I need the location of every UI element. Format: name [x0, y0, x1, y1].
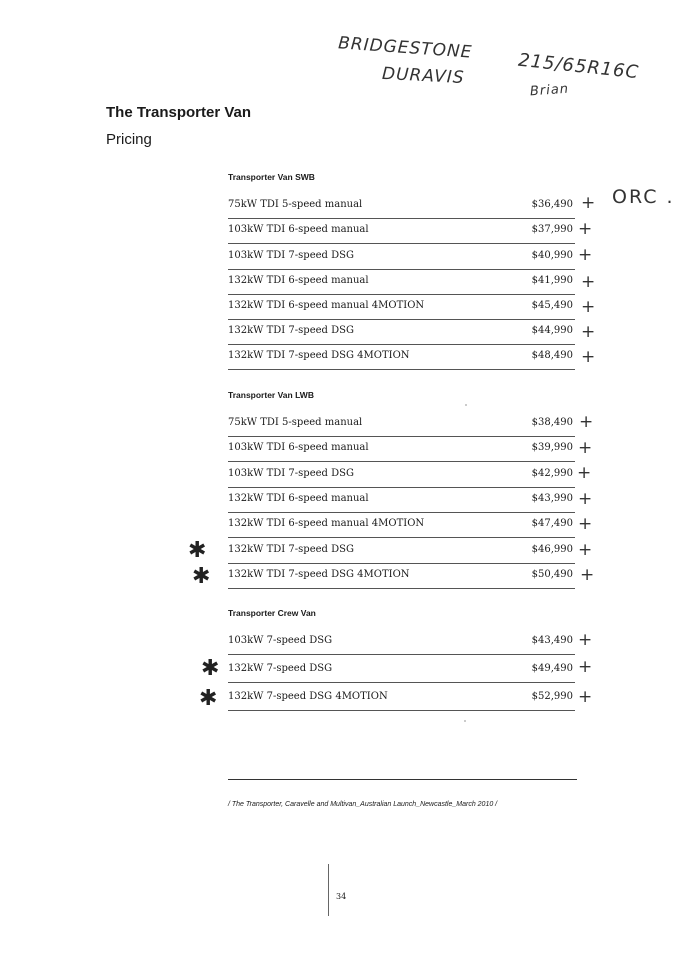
- handwritten-orc: ORC .: [612, 186, 675, 208]
- handwritten-star-mark: ✱: [201, 656, 220, 681]
- row-divider: [228, 563, 575, 564]
- row-label: 75kW TDI 5-speed manual: [228, 199, 363, 210]
- handwritten-plus-mark: +: [579, 412, 594, 432]
- row-divider: [228, 512, 575, 513]
- row-divider: [228, 461, 575, 462]
- row-divider: [228, 294, 575, 295]
- handwritten-plus-mark: +: [581, 193, 596, 213]
- page-number: 34: [336, 892, 347, 901]
- price-row: [228, 659, 575, 683]
- handwritten-plus-mark: +: [581, 322, 596, 342]
- row-label: 132kW TDI 7-speed DSG 4MOTION: [228, 350, 410, 361]
- handwritten-star-mark: ✱: [192, 564, 211, 589]
- price-row: [228, 687, 575, 711]
- handwritten-star-mark: ✱: [188, 538, 207, 563]
- row-divider: [228, 243, 575, 244]
- scan-speck: [464, 720, 466, 722]
- row-price: $36,490: [531, 199, 573, 210]
- price-row: [228, 540, 575, 564]
- handwritten-plus-mark: +: [580, 565, 595, 585]
- row-label: 132kW TDI 6-speed manual 4MOTION: [228, 518, 425, 529]
- price-row: [228, 271, 575, 295]
- row-label: 75kW TDI 5-speed manual: [228, 417, 363, 428]
- handwritten-plus-mark: +: [578, 245, 593, 265]
- row-label: 103kW 7-speed DSG: [228, 635, 333, 646]
- row-divider: [228, 436, 575, 437]
- row-divider: [228, 269, 575, 270]
- row-price: $43,990: [531, 493, 573, 504]
- row-price: $52,990: [531, 691, 573, 702]
- row-divider: [228, 487, 575, 488]
- row-label: 132kW TDI 6-speed manual: [228, 275, 369, 286]
- row-label: 103kW TDI 7-speed DSG: [228, 468, 354, 479]
- row-label: 132kW 7-speed DSG 4MOTION: [228, 691, 388, 702]
- handwritten-plus-mark: +: [581, 347, 596, 367]
- price-row: [228, 514, 575, 538]
- handwritten-plus-mark: +: [578, 489, 593, 509]
- row-label: 103kW TDI 6-speed manual: [228, 442, 369, 453]
- handwritten-plus-mark: +: [578, 514, 593, 534]
- price-row: [228, 321, 575, 345]
- row-price: $50,490: [531, 569, 573, 580]
- price-row: [228, 464, 575, 488]
- row-divider: [228, 319, 575, 320]
- row-divider: [228, 344, 575, 345]
- row-price: $37,990: [531, 224, 573, 235]
- row-price: $43,490: [531, 635, 573, 646]
- row-price: $40,990: [531, 250, 573, 261]
- price-row: [228, 195, 575, 219]
- row-price: $46,990: [531, 544, 573, 555]
- row-price: $41,990: [531, 275, 573, 286]
- handwritten-plus-mark: +: [578, 219, 593, 239]
- scan-speck: [465, 404, 467, 406]
- handwritten-plus-mark: +: [581, 272, 596, 292]
- price-row: [228, 220, 575, 244]
- handwritten-signature: Brian: [529, 81, 570, 100]
- row-label: 132kW 7-speed DSG: [228, 663, 333, 674]
- price-row: [228, 489, 575, 513]
- row-label: 132kW TDI 7-speed DSG: [228, 544, 354, 555]
- handwritten-plus-mark: +: [578, 657, 593, 677]
- section-title-lwb: Transporter Van LWB: [228, 390, 314, 400]
- handwritten-tyre-size: 215/65R16C: [517, 49, 641, 84]
- section-title-crew-van: Transporter Crew Van: [228, 608, 316, 618]
- row-divider: [228, 369, 575, 370]
- price-row: [228, 438, 575, 462]
- footer-text: / The Transporter, Caravelle and Multivan_Australian Launch_Newcastle_March 2010 /: [228, 801, 498, 808]
- row-label: 132kW TDI 7-speed DSG: [228, 325, 354, 336]
- row-price: $49,490: [531, 663, 573, 674]
- handwritten-model: DURAVIS: [381, 63, 466, 89]
- price-row: [228, 346, 575, 370]
- row-price: $44,990: [531, 325, 573, 336]
- row-divider: [228, 682, 575, 683]
- row-price: $48,490: [531, 350, 573, 361]
- row-label: 132kW TDI 7-speed DSG 4MOTION: [228, 569, 410, 580]
- row-divider: [228, 710, 575, 711]
- row-price: $45,490: [531, 300, 573, 311]
- section-title-swb: Transporter Van SWB: [228, 172, 315, 182]
- handwritten-plus-mark: +: [577, 463, 592, 483]
- row-label: 132kW TDI 6-speed manual 4MOTION: [228, 300, 425, 311]
- handwritten-plus-mark: +: [581, 297, 596, 317]
- document-title: The Transporter Van: [106, 104, 252, 121]
- page-number-divider: [328, 864, 329, 916]
- row-label: 132kW TDI 6-speed manual: [228, 493, 369, 504]
- document-subtitle: Pricing: [106, 131, 152, 148]
- row-price: $47,490: [531, 518, 573, 529]
- row-price: $42,990: [531, 468, 573, 479]
- row-price: $38,490: [531, 417, 573, 428]
- price-row: [228, 413, 575, 437]
- price-row: [228, 565, 575, 589]
- handwritten-plus-mark: +: [578, 540, 593, 560]
- handwritten-brand: BRIDGESTONE: [337, 33, 474, 63]
- row-divider: [228, 588, 575, 589]
- row-label: 103kW TDI 6-speed manual: [228, 224, 369, 235]
- row-label: 103kW TDI 7-speed DSG: [228, 250, 354, 261]
- price-row: [228, 296, 575, 320]
- handwritten-plus-mark: +: [578, 687, 593, 707]
- row-divider: [228, 654, 575, 655]
- row-divider: [228, 218, 575, 219]
- handwritten-plus-mark: +: [578, 438, 593, 458]
- row-price: $39,990: [531, 442, 573, 453]
- handwritten-plus-mark: +: [578, 630, 593, 650]
- price-row: [228, 631, 575, 655]
- handwritten-star-mark: ✱: [199, 686, 218, 711]
- row-divider: [228, 537, 575, 538]
- footer-divider: [228, 779, 577, 780]
- price-row: [228, 246, 575, 270]
